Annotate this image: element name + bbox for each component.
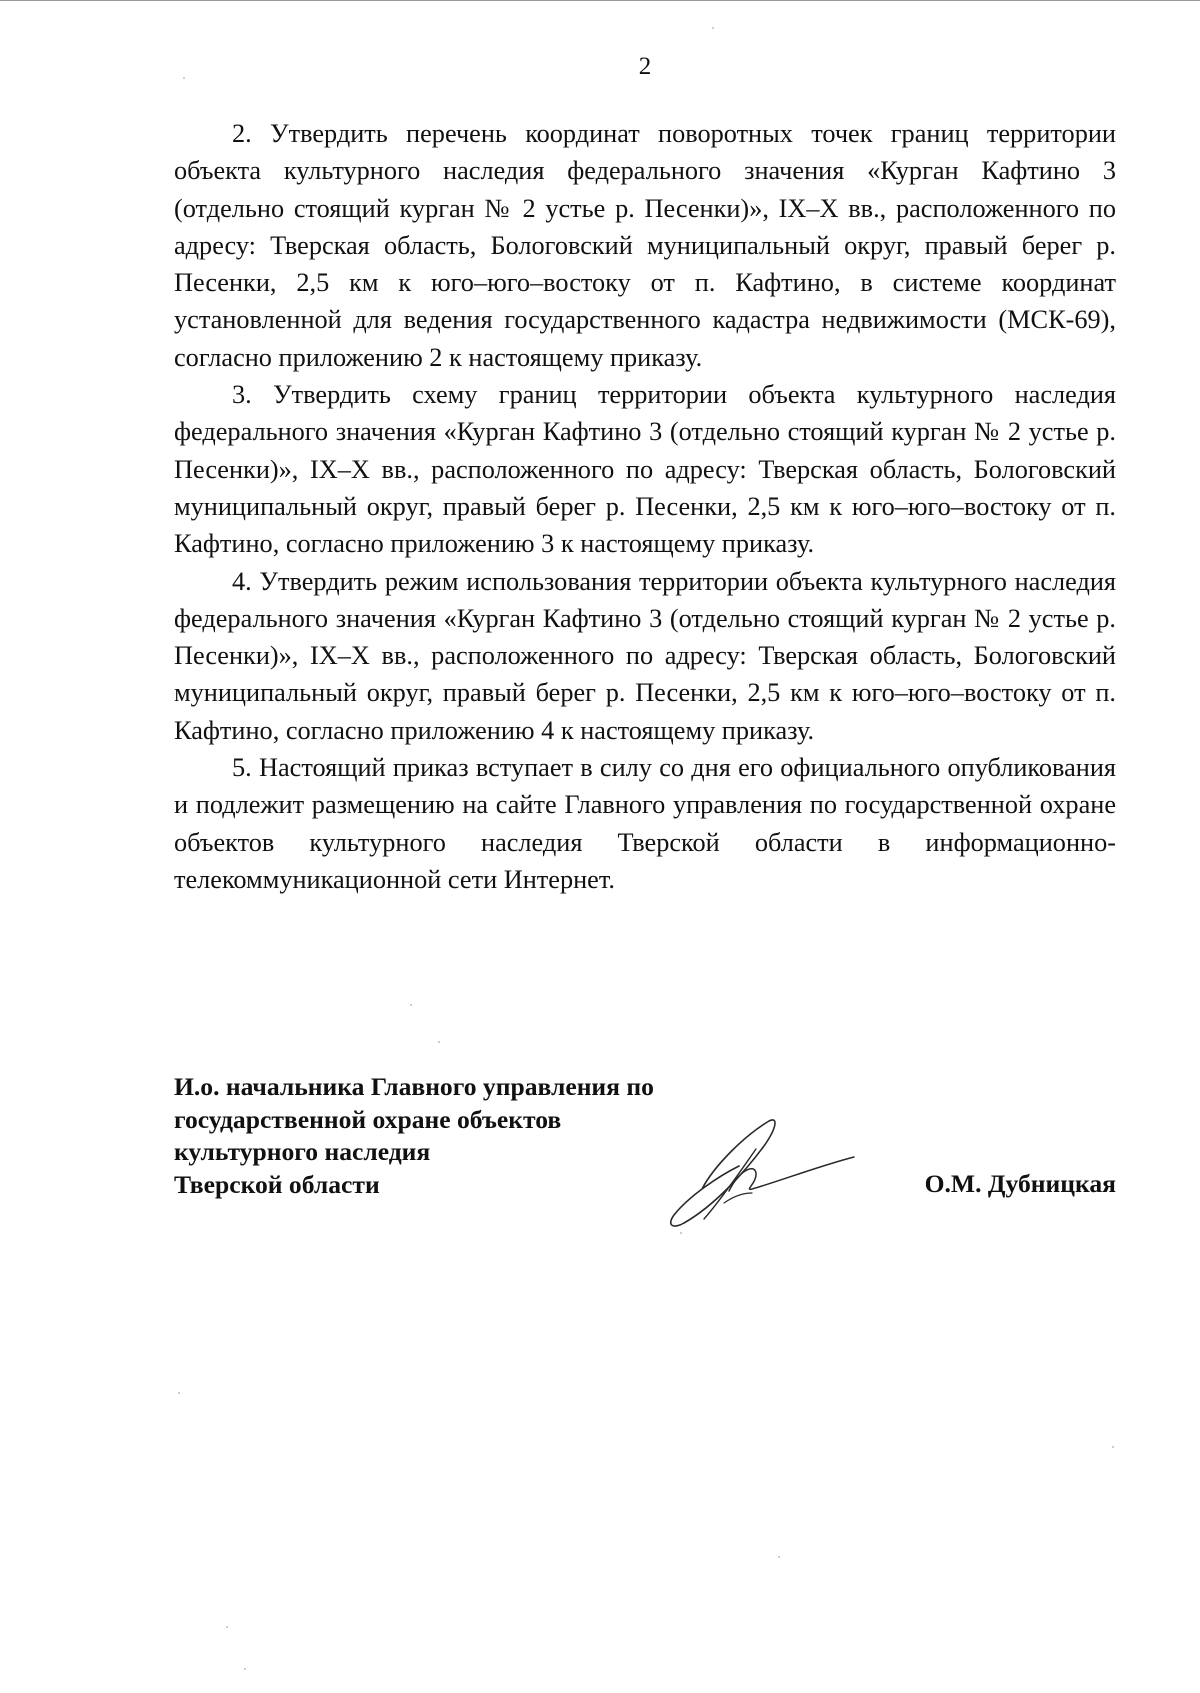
scan-speck xyxy=(712,27,714,29)
scan-speck xyxy=(410,1004,412,1006)
scan-speck xyxy=(178,1392,180,1394)
document-body xyxy=(174,115,1116,898)
scan-speck xyxy=(680,1232,682,1234)
signer-title-line: Тверской области xyxy=(174,1169,380,1199)
page-number: 2 xyxy=(638,53,652,80)
paragraph-item-2: 2. Утвердить перечень координат поворотных точек границ территории объекта культурного наследия федерального значения «Курган Кафтино 3 (отдельно стоящий курган № 2 устье р. Песенки)», IX–X вв., расположенного по адресу: Тверская область, Бологовский муниципальный округ, правый берег р. Песенки, 2,5 км к юго–юго–востоку от п. Кафтино, в системе координат установленной для ведения государственного кадастра недвижимости (МСК-69), согласно приложению 2 к настоящему приказу. xyxy=(174,119,1116,372)
paragraph-item-3: 3. Утвердить схему границ территории объекта культурного наследия федерального значения «Курган Кафтино 3 (отдельно стоящий курган № 2 устье р. Песенки)», IX–X вв., расположенного по адресу: Тверская область, Бологовский муниципальный округ, правый берег р. Песенки, 2,5 км к юго–юго–востоку от п. Кафтино, согласно приложению 3 к настоящему приказу. xyxy=(174,380,1116,559)
paragraph-item-4: 4. Утвердить режим использования территории объекта культурного наследия федерального значения «Курган Кафтино 3 (отдельно стоящий курган № 2 устье р. Песенки)», IX–X вв., расположенного по адресу: Тверская область, Бологовский муниципальный округ, правый берег р. Песенки, 2,5 км к юго–юго–востоку от п. Кафтино, согласно приложению 4 к настоящему приказу. xyxy=(174,566,1116,745)
signer-title-line: культурного наследия xyxy=(174,1137,431,1166)
scan-speck xyxy=(244,1668,246,1670)
signer-title-line: И.о. начальника Главного управления по xyxy=(174,1072,654,1101)
scan-speck xyxy=(438,1041,440,1043)
top-edge-line xyxy=(0,0,1200,4)
signer-title-line: государственной охране объектов xyxy=(174,1104,562,1134)
scan-speck xyxy=(778,1556,780,1558)
signer-name: О.М. Дубницкая xyxy=(924,1169,1116,1198)
scan-speck xyxy=(1112,1446,1114,1448)
signature-block xyxy=(174,1071,1116,1251)
handwritten-signature xyxy=(644,1111,874,1231)
scan-speck xyxy=(183,77,185,79)
scan-speck xyxy=(226,1626,228,1628)
paragraph-item-5: 5. Настоящий приказ вступает в силу со дня его официального опубликования и подлежит размещению на сайте Главного управления по государственной охране объектов культурного наследия Тверской области в информационно-телекоммуникационной сети Интернет. xyxy=(174,753,1116,894)
